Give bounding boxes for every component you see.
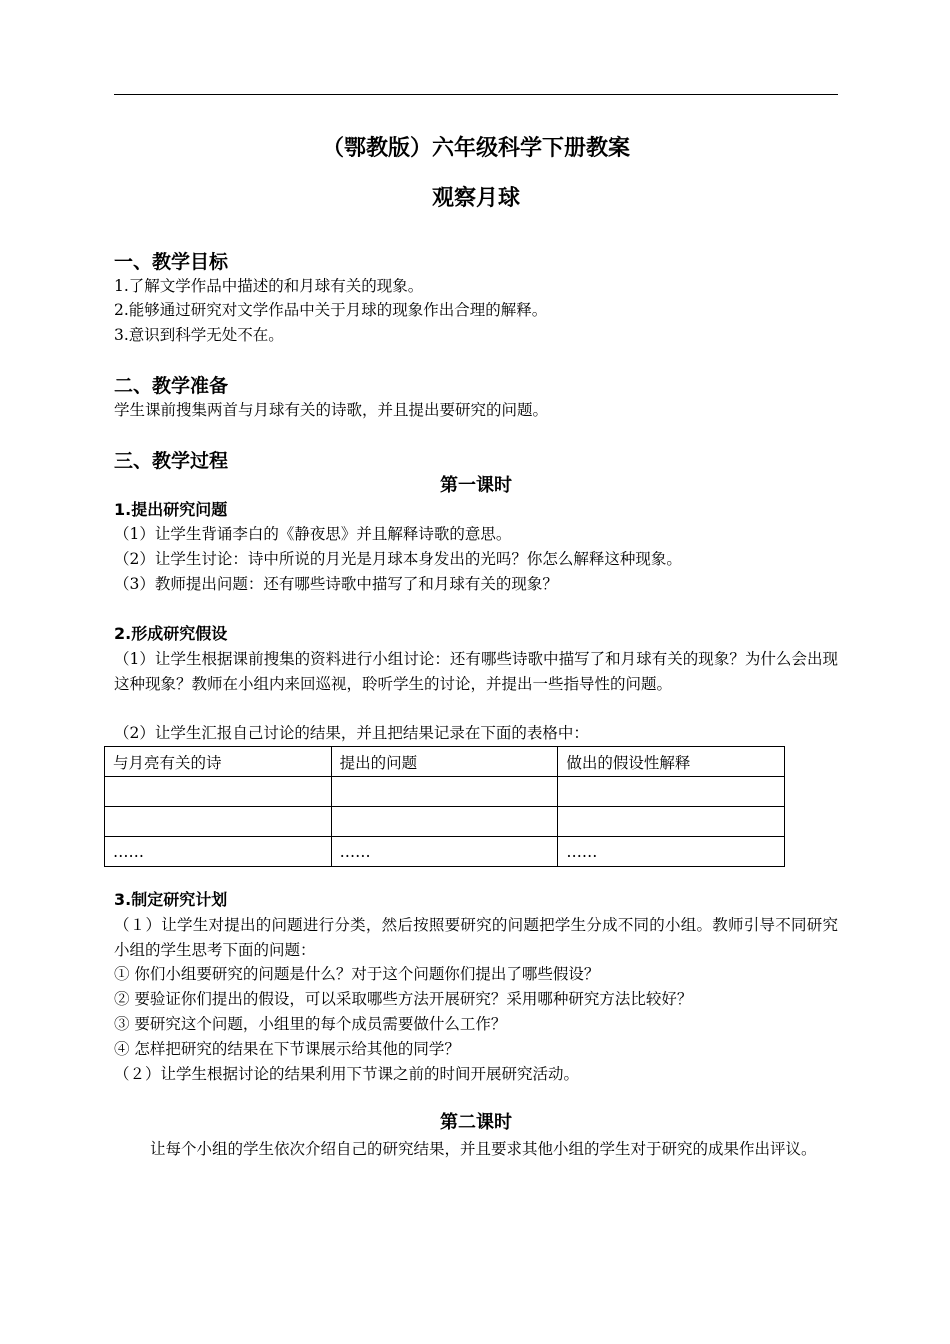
table-cell: ……: [105, 837, 332, 867]
table-header-cell: 与月亮有关的诗: [105, 747, 332, 777]
record-table: [104, 746, 785, 867]
table-cell: [105, 807, 332, 837]
step-1-item: （1）让学生背诵李白的《静夜思》并且解释诗歌的意思。: [114, 525, 512, 543]
table-cell: [558, 807, 785, 837]
goal-item: 3.意识到科学无处不在。: [114, 326, 284, 344]
prep-text: 学生课前搜集两首与月球有关的诗歌，并且提出要研究的问题。: [114, 401, 549, 419]
table-cell: ……: [558, 837, 785, 867]
question-item: ② 要验证你们提出的假设，可以采取哪些方法开展研究？采用哪种研究方法比较好？: [114, 990, 693, 1008]
section-heading-prep: 二、教学准备: [114, 375, 229, 397]
table-row: [105, 777, 785, 807]
goal-item: 1.了解文学作品中描述的和月球有关的现象。: [114, 277, 424, 295]
lesson-1-heading: 第一课时: [440, 475, 512, 496]
step-2-item-1: （1）让学生根据课前搜集的资料进行小组讨论：还有哪些诗歌中描写了和月球有关的现象？为什么会出现这种现象？教师在小组内来回巡视，聆听学生的讨论，并提出一些指导性的问题。: [114, 650, 838, 693]
step-3-item-1: （１）让学生对提出的问题进行分类，然后按照要研究的问题把学生分成不同的小组。教师引导不同研究小组的学生思考下面的问题：: [114, 916, 838, 959]
step-1-item: （3）教师提出问题：还有哪些诗歌中描写了和月球有关的现象？: [114, 575, 558, 593]
table-cell: [105, 777, 332, 807]
document-subtitle: 观察月球: [431, 186, 520, 211]
question-item: ③ 要研究这个问题，小组里的每个成员需要做什么工作？: [114, 1015, 507, 1033]
step-1-item: （2）让学生讨论：诗中所说的月光是月球本身发出的光吗？你怎么解释这种现象。: [114, 550, 682, 568]
table-header-cell: 做出的假设性解释: [558, 747, 785, 777]
table-cell: [331, 807, 558, 837]
table-cell: ……: [331, 837, 558, 867]
step-3-heading: 3.制定研究计划: [114, 890, 228, 909]
table-header-row: [105, 747, 785, 777]
table-row: [105, 837, 785, 867]
table-cell: [558, 777, 785, 807]
lesson-2-heading: 第二课时: [440, 1112, 512, 1133]
section-heading-process: 三、教学过程: [114, 450, 229, 472]
table-row: [105, 807, 785, 837]
question-item: ① 你们小组要研究的问题是什么？对于这个问题你们提出了哪些假设？: [114, 965, 600, 983]
step-2-item-2: （2）让学生汇报自己讨论的结果，并且把结果记录在下面的表格中：: [114, 724, 589, 742]
goal-item: 2.能够通过研究对文学作品中关于月球的现象作出合理的解释。: [114, 301, 548, 319]
step-2-heading: 2.形成研究假设: [114, 624, 228, 643]
table-header-cell: 提出的问题: [331, 747, 558, 777]
step-1-heading: 1.提出研究问题: [114, 500, 228, 519]
table-cell: [331, 777, 558, 807]
step-3-item-2: （２）让学生根据讨论的结果利用下节课之前的时间开展研究活动。: [114, 1065, 580, 1083]
section-heading-goals: 一、教学目标: [114, 251, 229, 273]
question-item: ④ 怎样把研究的结果在下节课展示给其他的同学？: [114, 1040, 460, 1058]
document-title: （鄂教版）六年级科学下册教案: [321, 136, 630, 161]
header-rule: [114, 94, 838, 95]
lesson-2-text: 让每个小组的学生依次介绍自己的研究结果，并且要求其他小组的学生对于研究的成果作出评议。: [150, 1140, 817, 1158]
